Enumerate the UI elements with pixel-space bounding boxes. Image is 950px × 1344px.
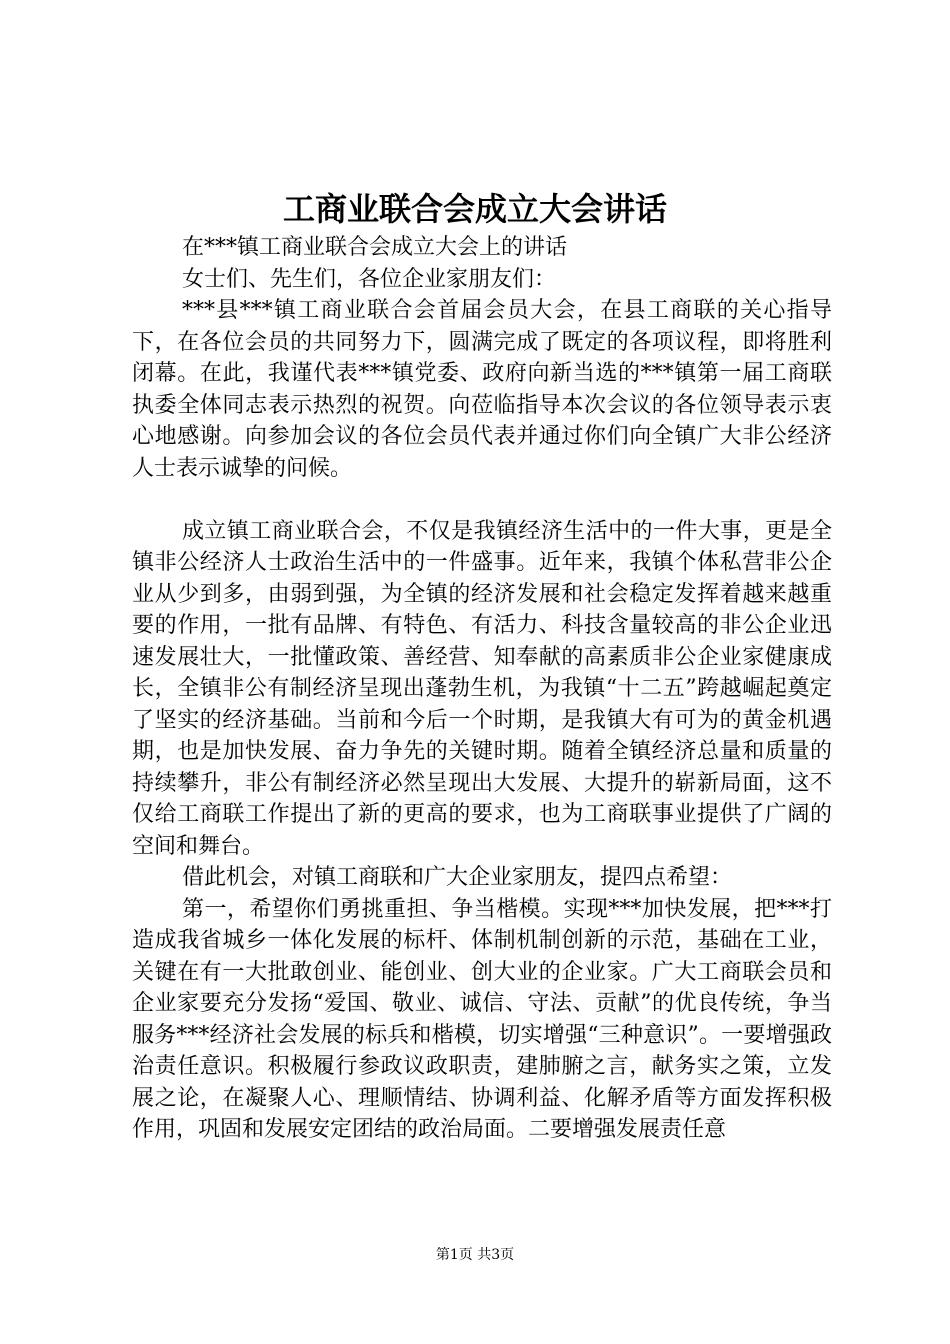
paragraph-significance: 成立镇工商业联合会，不仅是我镇经济生活中的一件大事，更是全镇非公经济人士政治生活中的一件盛事。近年来，我镇个体私营非公企业从少到多，由弱到强，为全镇的经济发展和社会稳定发挥着越来越重要的作用，一批有品牌、有特色、有活力、科技含量较高的非公企业迅速发展壮大，一批懂政策、善经营、知奉献的高素质非公企业家健康成长，全镇非公有制经济呈现出蓬勃生机，为我镇“十二五”跨越崛起奠定了坚实的经济基础。当前和今后一个时期，是我镇大有可为的黄金机遇期，也是加快发展、奋力争先的关键时期。随着全镇经济总量和质量的持续攀升，非公有制经济必然呈现出大发展、大提升的崭新局面，这不仅给工商联工作提出了新的更高的要求，也为工商联事业提供了广阔的空间和舞台。 — [132, 518, 832, 859]
paragraph-hopes-intro: 借此机会，对镇工商联和广大企业家朋友，提四点希望： — [182, 865, 733, 890]
paragraph-gap — [132, 484, 832, 516]
paragraph-subtitle: 在***镇工商业联合会成立大会上的讲话 — [182, 235, 568, 260]
paragraph-salutation: 女士们、先生们，各位企业家朋友们： — [182, 266, 557, 292]
document-title: 工商业联合会成立大会讲话 — [282, 190, 667, 228]
paragraph-opening: ***县***镇工商业联合会首届会员大会，在县工商联的关心指导下，在各位会员的共同努力下，圆满完成了既定的各项议程，即将胜利闭幕。在此，我谨代表***镇党委、政府向新当选的***镇第一届工商联执委全体同志表示热烈的祝贺。向莅临指导本次会议的各位领导表示衷心地感谢。向参加会议的各位会员代表并通过你们向全镇广大非公经济人士表示诚挚的问候。 — [132, 298, 832, 481]
page-footer: 第1页 共3页 — [435, 1247, 515, 1263]
paragraph-hope-one: 第一，希望你们勇挑重担、争当楷模。实现***加快发展，把***打造成我省城乡一体化发展的标杆、体制机制创新的示范，基础在工业，关键在有一大批敢创业、能创业、创大业的企业家。广大工商联会员和企业家要充分发扬“爱国、敬业、诚信、守法、贡献”的优良传统，争当服务***经济社会发展的标兵和楷模，切实增强“三种意识”。一要增强政治责任意识。积极履行参政议政职责，建肺腑之言，献务实之策，立发展之论，在凝聚人心、理顺情结、协调利益、化解矛盾等方面发挥积极作用，巩固和发展安定团结的政治局面。二要增强发展责任意 — [132, 896, 832, 1142]
document-body — [132, 232, 832, 1146]
